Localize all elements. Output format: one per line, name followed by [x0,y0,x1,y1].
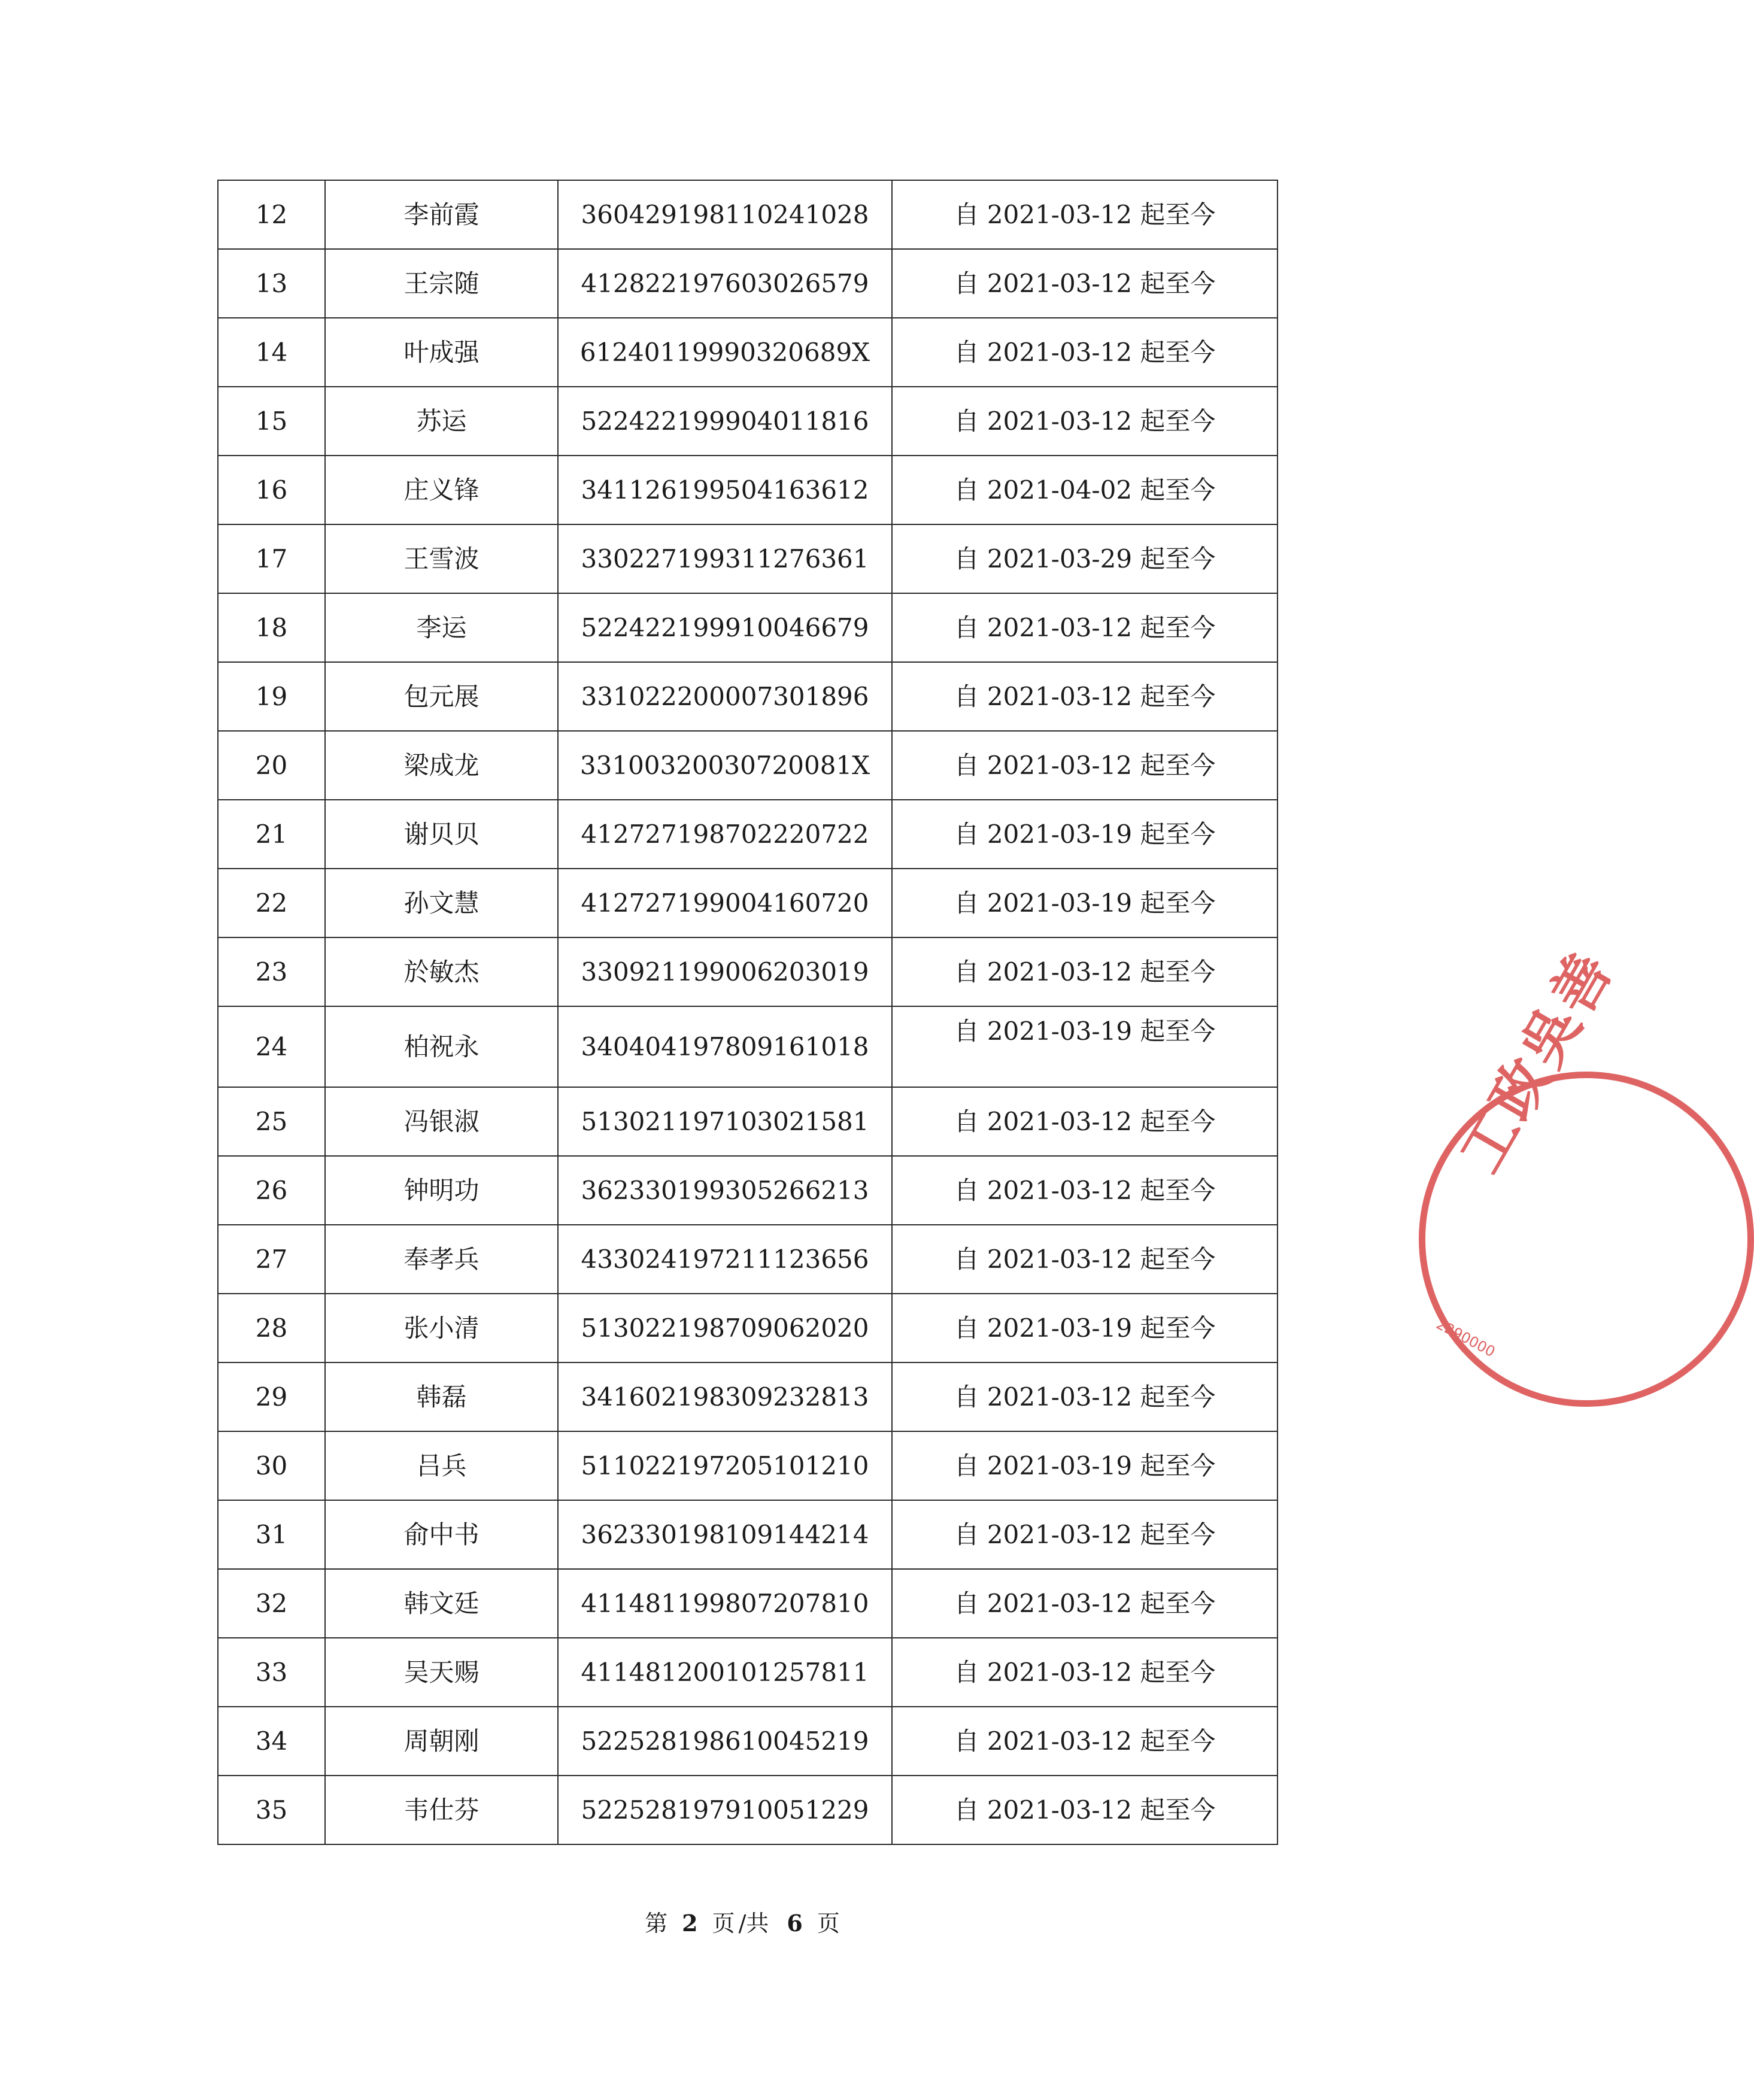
seal-code: 2290000 [1433,1315,1498,1361]
row-number-cell: 20 [218,731,325,800]
row-number-cell: 30 [218,1431,325,1500]
table-row [218,318,1277,387]
period-cell: 自 2021-03-19 起至今 [892,800,1277,869]
period-cell: 自 2021-03-12 起至今 [892,731,1277,800]
id-number-cell: 513021197103021581 [558,1087,892,1156]
row-number-cell: 31 [218,1500,325,1569]
footer-page-word: 页 [712,1910,735,1937]
period-cell: 自 2021-04-02 起至今 [892,456,1277,524]
period-cell: 自 2021-03-19 起至今 [892,1294,1277,1362]
table-row [218,1156,1277,1225]
table-row [218,1006,1277,1087]
table-row [218,1087,1277,1156]
id-number-cell: 412822197603026579 [558,249,892,318]
period-cell: 自 2021-03-12 起至今 [892,1362,1277,1431]
id-number-cell: 522422199910046679 [558,593,892,662]
footer-suffix: 页 [817,1910,840,1937]
row-number-cell: 12 [218,180,325,249]
seal-text: 工政吳善 [1446,938,1627,1183]
person-name-cell: 韩文廷 [325,1569,558,1638]
period-cell: 自 2021-03-12 起至今 [892,1638,1277,1707]
id-number-cell: 330227199311276361 [558,524,892,593]
id-number-cell: 433024197211123656 [558,1225,892,1294]
period-cell: 自 2021-03-19 起至今 [892,1431,1277,1500]
row-number-cell: 23 [218,937,325,1006]
period-cell: 自 2021-03-12 起至今 [892,387,1277,456]
person-name-cell: 张小清 [325,1294,558,1362]
table-row [218,1776,1277,1844]
row-number-cell: 15 [218,387,325,456]
table-row [218,937,1277,1006]
period-cell: 自 2021-03-12 起至今 [892,1087,1277,1156]
person-name-cell: 韦仕芬 [325,1776,558,1844]
id-number-cell: 412727198702220722 [558,800,892,869]
row-number-cell: 21 [218,800,325,869]
row-number-cell: 25 [218,1087,325,1156]
id-number-cell: 411481200101257811 [558,1638,892,1707]
person-name-cell: 王宗随 [325,249,558,318]
person-name-cell: 周朝刚 [325,1707,558,1776]
row-number-cell: 35 [218,1776,325,1844]
person-name-cell: 俞中书 [325,1500,558,1569]
person-name-cell: 冯银淑 [325,1087,558,1156]
footer-total-pages: 6 [787,1910,803,1937]
period-cell: 自 2021-03-12 起至今 [892,318,1277,387]
id-number-cell: 511022197205101210 [558,1431,892,1500]
person-name-cell: 钟明功 [325,1156,558,1225]
table-row [218,1500,1277,1569]
id-number-cell: 522528198610045219 [558,1707,892,1776]
id-number-cell: 411481199807207810 [558,1569,892,1638]
row-number-cell: 28 [218,1294,325,1362]
person-name-cell: 吴天赐 [325,1638,558,1707]
row-number-cell: 13 [218,249,325,318]
person-name-cell: 叶成强 [325,318,558,387]
table-row [218,1362,1277,1431]
row-number-cell: 16 [218,456,325,524]
period-cell: 自 2021-03-12 起至今 [892,1707,1277,1776]
period-cell: 自 2021-03-12 起至今 [892,180,1277,249]
table-row [218,800,1277,869]
person-name-cell: 包元展 [325,662,558,731]
id-number-cell: 513022198709062020 [558,1294,892,1362]
id-number-cell: 362330198109144214 [558,1500,892,1569]
person-name-cell: 李前霞 [325,180,558,249]
person-name-cell: 奉孝兵 [325,1225,558,1294]
table-row [218,1638,1277,1707]
id-number-cell: 341602198309232813 [558,1362,892,1431]
period-cell: 自 2021-03-12 起至今 [892,593,1277,662]
table-row [218,1569,1277,1638]
id-number-cell: 330921199006203019 [558,937,892,1006]
id-number-cell: 362330199305266213 [558,1156,892,1225]
period-cell: 自 2021-03-19 起至今 [892,1006,1277,1087]
id-number-cell: 522422199904011816 [558,387,892,456]
period-cell: 自 2021-03-12 起至今 [892,1156,1277,1225]
id-number-cell: 522528197910051229 [558,1776,892,1844]
table-row [218,249,1277,318]
person-name-cell: 孙文慧 [325,869,558,937]
id-number-cell: 340404197809161018 [558,1006,892,1087]
row-number-cell: 19 [218,662,325,731]
period-cell: 自 2021-03-12 起至今 [892,249,1277,318]
footer-prefix: 第 [645,1910,668,1937]
id-number-cell: 61240119990320689X [558,318,892,387]
period-cell: 自 2021-03-12 起至今 [892,1776,1277,1844]
row-number-cell: 26 [218,1156,325,1225]
row-number-cell: 29 [218,1362,325,1431]
row-number-cell: 27 [218,1225,325,1294]
table-row [218,593,1277,662]
row-number-cell: 22 [218,869,325,937]
row-number-cell: 17 [218,524,325,593]
row-number-cell: 32 [218,1569,325,1638]
id-number-cell: 412727199004160720 [558,869,892,937]
table-row [218,1431,1277,1500]
row-number-cell: 24 [218,1006,325,1087]
id-number-cell: 33100320030720081X [558,731,892,800]
table-row [218,1294,1277,1362]
id-number-cell: 360429198110241028 [558,180,892,249]
table-row [218,387,1277,456]
row-number-cell: 34 [218,1707,325,1776]
person-name-cell: 庄义锋 [325,456,558,524]
person-name-cell: 柏祝永 [325,1006,558,1087]
table-row [218,180,1277,249]
id-number-cell: 341126199504163612 [558,456,892,524]
table-row [218,662,1277,731]
person-name-cell: 王雪波 [325,524,558,593]
official-seal [1419,938,1754,1407]
table-row [218,869,1277,937]
person-name-cell: 梁成龙 [325,731,558,800]
row-number-cell: 14 [218,318,325,387]
person-name-cell: 谢贝贝 [325,800,558,869]
row-number-cell: 33 [218,1638,325,1707]
period-cell: 自 2021-03-29 起至今 [892,524,1277,593]
table-row [218,1225,1277,1294]
period-cell: 自 2021-03-12 起至今 [892,937,1277,1006]
period-cell: 自 2021-03-19 起至今 [892,869,1277,937]
footer-current-page: 2 [682,1910,698,1937]
person-name-cell: 苏运 [325,387,558,456]
table-row [218,731,1277,800]
period-cell: 自 2021-03-12 起至今 [892,1569,1277,1638]
period-cell: 自 2021-03-12 起至今 [892,1225,1277,1294]
personnel-table-body [218,180,1277,1844]
person-name-cell: 吕兵 [325,1431,558,1500]
id-number-cell: 331022200007301896 [558,662,892,731]
period-cell: 自 2021-03-12 起至今 [892,1500,1277,1569]
table-row [218,456,1277,524]
period-cell: 自 2021-03-12 起至今 [892,662,1277,731]
table-row [218,524,1277,593]
footer-separator: /共 [738,1910,769,1937]
personnel-table [217,180,1278,1845]
row-number-cell: 18 [218,593,325,662]
page-footer [0,1905,1485,1938]
table-row [218,1707,1277,1776]
person-name-cell: 李运 [325,593,558,662]
person-name-cell: 韩磊 [325,1362,558,1431]
person-name-cell: 於敏杰 [325,937,558,1006]
